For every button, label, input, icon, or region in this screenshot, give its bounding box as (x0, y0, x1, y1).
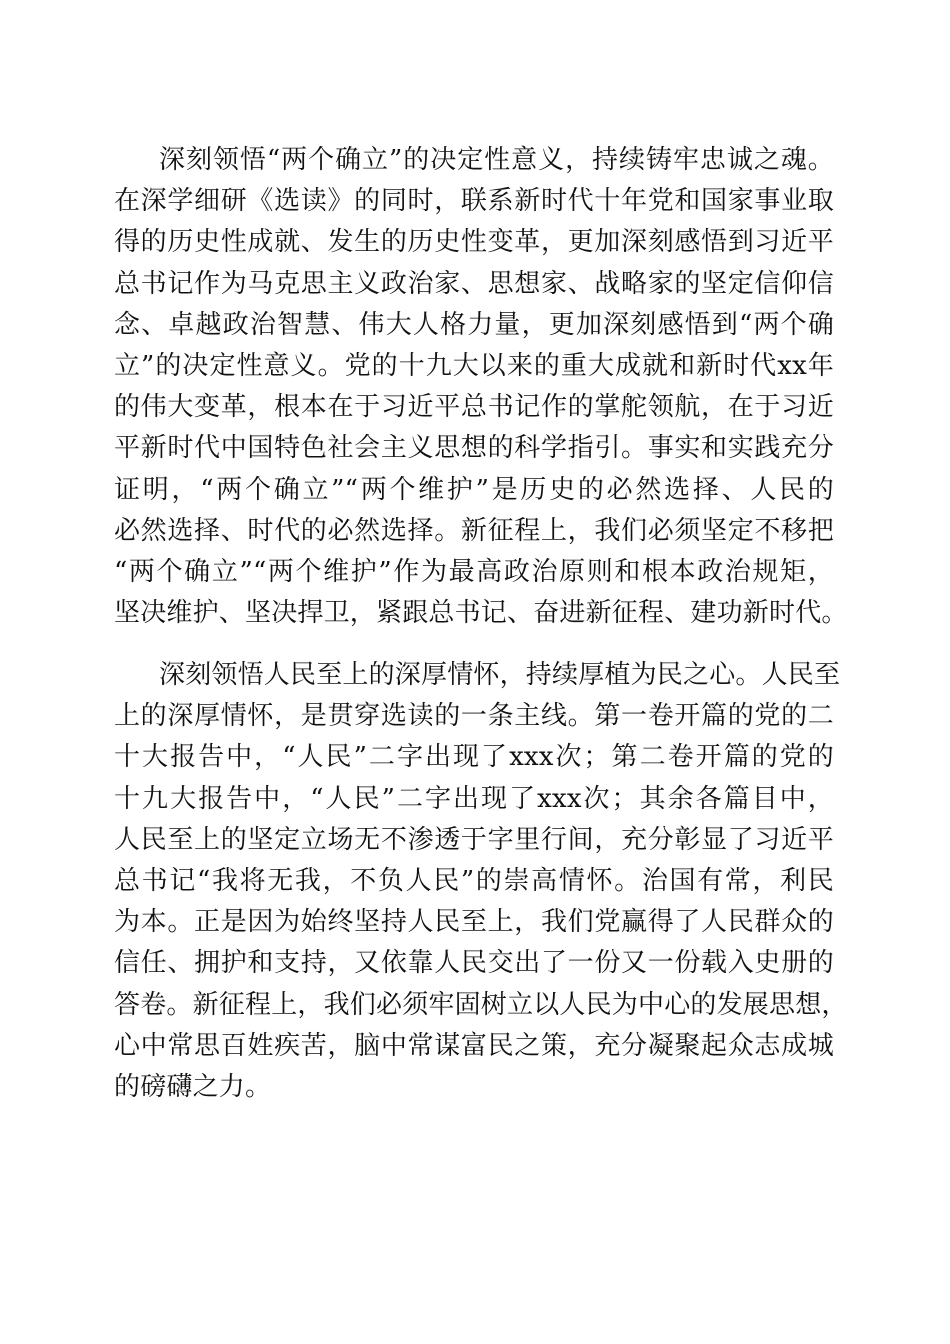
paragraph-line: 深刻领悟“两个确立”的决定性意义，持续铸牢忠诚之魂。 (159, 145, 834, 175)
paragraph-line: 深刻领悟人民至上的深厚情怀，持续厚植为民之心。人民至 (159, 660, 841, 690)
paragraph-line: 心中常思百姓疾苦，脑中常谋富民之策，充分凝聚起众志成城 (114, 1030, 834, 1061)
paragraph-line: 立”的决定性意义。党的十九大以来的重大成就和新时代xx年 (114, 350, 834, 381)
paragraph-people-first (114, 655, 848, 1108)
paragraph-line: 十九大报告中，“人民”二字出现了xxx次；其余各篇目中， (114, 783, 834, 814)
paragraph-line: 为本。正是因为始终坚持人民至上，我们党赢得了人民群众的 (114, 907, 834, 938)
paragraph-line: 证明，“两个确立”“两个维护”是历史的必然选择、人民的 (114, 474, 834, 505)
paragraph-line: “两个确立”“两个维护”作为最高政治原则和根本政治规矩， (114, 556, 834, 587)
paragraph-line: 十大报告中，“人民”二字出现了xxx次；第二卷开篇的党的 (114, 742, 834, 773)
paragraph-line: 必然选择、时代的必然选择。新征程上，我们必须坚定不移把 (114, 515, 834, 546)
paragraph-line: 的磅礴之力。 (114, 1071, 272, 1102)
paragraph-line: 坚决维护、坚决捍卫，紧跟总书记、奋进新征程、建功新时代。 (114, 598, 848, 629)
paragraph-loyalty (114, 140, 848, 634)
paragraph-line: 信任、拥护和支持，又依靠人民交出了一份又一份载入史册的 (114, 948, 834, 979)
paragraph-line: 的伟大变革，根本在于习近平总书记作的掌舵领航，在于习近 (114, 392, 834, 423)
paragraph-line: 人民至上的坚定立场无不渗透于字里行间，充分彰显了习近平 (114, 824, 834, 855)
paragraph-line: 在深学细研《选读》的同时，联系新时代十年党和国家事业取 (114, 186, 834, 217)
paragraph-line: 得的历史性成就、发生的历史性变革，更加深刻感悟到习近平 (114, 227, 834, 258)
paragraph-line: 总书记作为马克思主义政治家、思想家、战略家的坚定信仰信 (114, 268, 834, 299)
paragraph-line: 总书记“我将无我，不负人民”的崇高情怀。治国有常，利民 (114, 865, 834, 896)
paragraph-line: 上的深厚情怀，是贯穿选读的一条主线。第一卷开篇的党的二 (114, 701, 834, 732)
paragraph-line: 平新时代中国特色社会主义思想的科学指引。事实和实践充分 (114, 433, 834, 464)
paragraph-line: 念、卓越政治智慧、伟大人格力量，更加深刻感悟到“两个确 (114, 309, 834, 340)
paragraph-line: 答卷。新征程上，我们必须牢固树立以人民为中心的发展思想， (114, 989, 848, 1020)
